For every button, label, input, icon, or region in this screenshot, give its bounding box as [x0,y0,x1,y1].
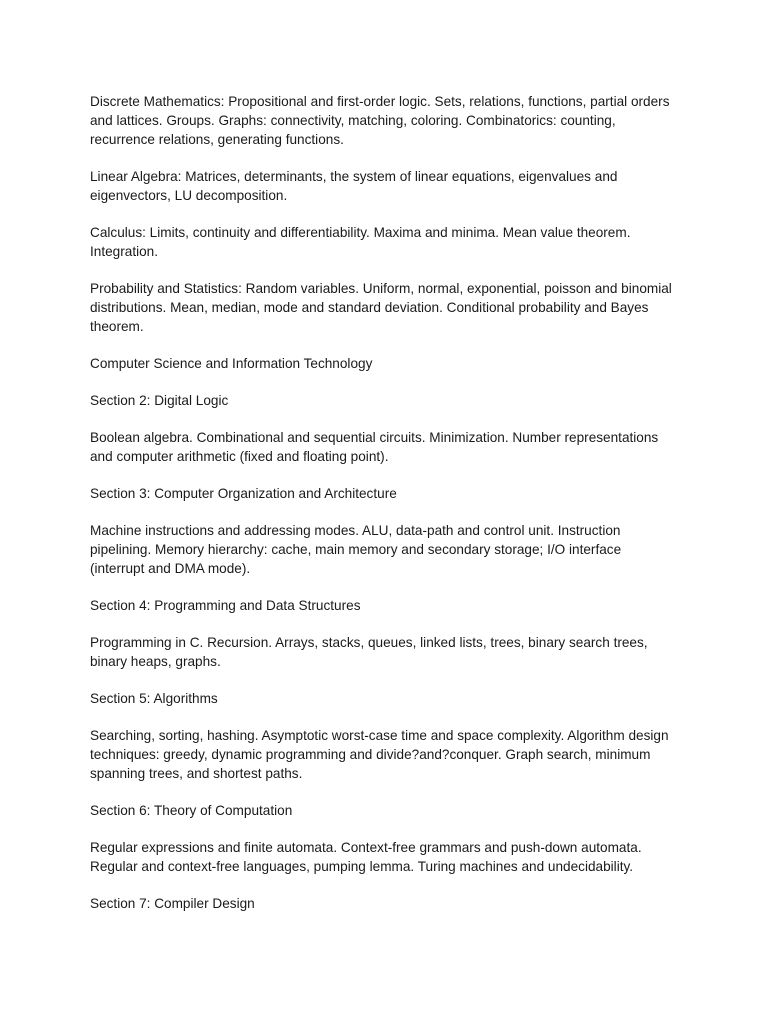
heading-section-6: Section 6: Theory of Computation [90,803,293,818]
paragraph-calculus: Calculus: Limits, continuity and differentiability. Maxima and minima. Mean value theorem. Integration. [90,225,631,259]
paragraph-computer-organization: Machine instructions and addressing modes. ALU, data-path and control unit. Instruction pipelining. Memory hierarchy: cache, main memory and secondary storage; I/O interface (interrupt and DMA mode). [90,523,622,576]
paragraph-digital-logic: Boolean algebra. Combinational and sequential circuits. Minimization. Number representations and computer arithmetic (fixed and floating point). [90,430,659,464]
paragraph-theory-of-computation: Regular expressions and finite automata. Context-free grammars and push-down automata. Regular and context-free languages, pumping lemma. Turing machines and undecidability. [90,840,642,874]
heading-section-5: Section 5: Algorithms [90,691,218,706]
paragraph-probability-statistics: Probability and Statistics: Random variables. Uniform, normal, exponential, poisson and binomial distributions. Mean, median, mode and standard deviation. Conditional probability and Bayes theorem. [90,281,672,334]
paragraph-discrete-mathematics: Discrete Mathematics: Propositional and first-order logic. Sets, relations, functions, partial orders and lattices. Groups. Graphs: connectivity, matching, coloring. Combinatorics: counting, recurrence relations, generating functions. [90,94,670,147]
heading-cs-it: Computer Science and Information Technology [90,356,373,371]
paragraph-algorithms: Searching, sorting, hashing. Asymptotic worst-case time and space complexity. Algorithm design techniques: greedy, dynamic programming and divide?and?conquer. Graph search, minimum spanning trees, and shortest paths. [90,728,669,781]
paragraph-programming-data-structures: Programming in C. Recursion. Arrays, stacks, queues, linked lists, trees, binary search trees, binary heaps, graphs. [90,635,648,669]
heading-section-4: Section 4: Programming and Data Structures [90,598,361,613]
heading-section-7: Section 7: Compiler Design [90,896,255,911]
heading-section-2: Section 2: Digital Logic [90,393,229,408]
paragraph-linear-algebra: Linear Algebra: Matrices, determinants, the system of linear equations, eigenvalues and eigenvectors, LU decomposition. [90,169,618,203]
heading-section-3: Section 3: Computer Organization and Architecture [90,486,397,501]
